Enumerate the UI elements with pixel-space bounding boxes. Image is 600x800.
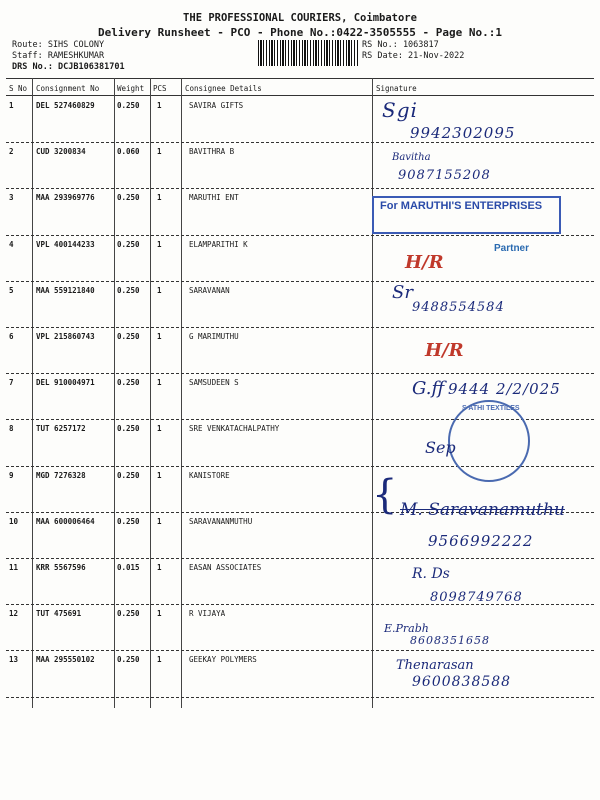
row-consignment: MAA 559121840	[36, 285, 95, 295]
row-weight: 0.250	[117, 193, 140, 203]
row-separator	[6, 697, 594, 698]
row-weight: 0.250	[117, 609, 140, 619]
row-pcs: 1	[157, 193, 162, 203]
row-weight: 0.250	[117, 239, 140, 249]
signature-7: 9444 2/2/025	[448, 380, 561, 398]
rs-date: RS Date: 21-Nov-2022	[362, 51, 465, 61]
row-weight: 0.250	[117, 332, 140, 341]
row-consignee: BAVITHRA B	[189, 147, 235, 157]
col-header-weight: Weight	[117, 84, 145, 93]
signature-12: 8608351658	[410, 634, 490, 647]
row-consignee: SARAVANAN	[189, 285, 230, 295]
col-divider	[32, 78, 33, 708]
row-separator	[6, 558, 594, 559]
row-sno: 7	[9, 378, 14, 388]
signature-10: 9566992222	[428, 532, 534, 550]
row-weight: 0.015	[117, 563, 140, 572]
row-consignment: TUT 475691	[36, 609, 82, 619]
table-top-rule	[6, 78, 594, 79]
row-sno: 10	[9, 516, 19, 526]
row-pcs: 1	[157, 285, 162, 295]
row-consignee: ELAMPARITHI K	[189, 239, 248, 249]
barcode	[258, 40, 358, 66]
row-separator	[6, 327, 594, 328]
col-divider	[181, 78, 182, 708]
col-header-pcs: PCS	[153, 84, 167, 93]
round-stamp	[448, 400, 530, 482]
drs-number: DRS No.: DCJB106381701	[12, 62, 125, 72]
signature-scribble: Sgi	[382, 98, 418, 122]
row-weight: 0.250	[117, 285, 140, 295]
row-weight: 0.060	[117, 147, 140, 157]
signature-scribble: Sr	[392, 282, 413, 303]
row-consignment: MAA 600006464	[36, 516, 95, 526]
signature-scribble: G.ff	[412, 378, 445, 399]
signature-13: 9600838588	[412, 674, 512, 690]
route-label: Route: SIHS COLONY	[12, 40, 105, 50]
row-consignment: DEL 527460829	[36, 101, 95, 110]
row-consignment: TUT 6257172	[36, 424, 86, 434]
row-sno: 3	[9, 193, 14, 203]
signature-11: 8098749768	[430, 590, 523, 605]
row-weight: 0.250	[117, 655, 140, 665]
signature-1: 9942302095	[410, 124, 516, 142]
row-pcs: 1	[157, 563, 162, 572]
signature-scribble: R. Ds	[412, 566, 450, 582]
row-separator	[6, 235, 594, 236]
row-weight: 0.250	[117, 101, 140, 110]
rs-number: RS No.: 1063817	[362, 40, 439, 50]
row-consignee: MARUTHI ENT	[189, 193, 239, 203]
row-consignment: MAA 293969776	[36, 193, 95, 203]
row-sno: 8	[9, 424, 14, 434]
row-pcs: 1	[157, 239, 162, 249]
signature-scribble: E.Prabh	[384, 622, 429, 635]
row-weight: 0.250	[117, 470, 140, 480]
row-consignment: VPL 215860743	[36, 332, 95, 341]
row-consignee: R VIJAYA	[189, 609, 226, 619]
row-pcs: 1	[157, 101, 162, 110]
row-sno: 4	[9, 239, 14, 249]
col-header-consignee: Consignee Details	[185, 84, 262, 93]
row-weight: 0.250	[117, 424, 140, 434]
row-pcs: 1	[157, 378, 162, 388]
row-sno: 6	[9, 332, 14, 341]
row-consignee: G MARIMUTHU	[189, 332, 239, 341]
row-sno: 11	[9, 563, 19, 572]
hr-mark: H/R	[425, 340, 464, 361]
row-separator	[6, 188, 594, 189]
header-bottom-rule	[6, 95, 594, 96]
row-pcs: 1	[157, 147, 162, 157]
row-separator	[6, 142, 594, 143]
row-sno: 12	[9, 609, 19, 619]
row-sno: 5	[9, 285, 14, 295]
row-separator	[6, 650, 594, 651]
round-stamp-text: S ATHI TEXTILES	[462, 405, 520, 412]
row-sno: 9	[9, 470, 14, 480]
row-weight: 0.250	[117, 378, 140, 388]
company-stamp: For MARUTHI'S ENTERPRISES	[380, 200, 543, 212]
col-header-signature: Signature	[376, 84, 417, 93]
hr-mark: H/R	[405, 252, 444, 273]
signature-scribble: Bavitha	[392, 152, 431, 163]
row-consignee: GEEKAY POLYMERS	[189, 655, 257, 665]
row-weight: 0.250	[117, 516, 140, 526]
row-pcs: 1	[157, 470, 162, 480]
col-divider	[372, 78, 373, 708]
row-consignee: EASAN ASSOCIATES	[189, 563, 262, 572]
row-consignment: KRR 5567596	[36, 563, 86, 572]
row-separator	[6, 373, 594, 374]
col-divider	[150, 78, 151, 708]
row-pcs: 1	[157, 655, 162, 665]
row-consignment: MAA 295550102	[36, 655, 95, 665]
row-consignment: DEL 910004971	[36, 378, 95, 388]
row-consignee: KANISTORE	[189, 470, 230, 480]
signature-scribble: Thenarasan	[396, 658, 474, 673]
partner-stamp: Partner	[494, 243, 530, 254]
row-consignee: SAVIRA GIFTS	[189, 101, 244, 110]
signature-scribble: {	[372, 472, 398, 518]
row-pcs: 1	[157, 516, 162, 526]
runsheet-subtitle: Delivery Runsheet - PCO - Phone No.:0422-3505555 - Page No.:1	[98, 26, 502, 39]
row-sno: 13	[9, 655, 19, 665]
row-pcs: 1	[157, 424, 162, 434]
signature-5: 9488554584	[412, 300, 505, 315]
row-consignee: SRE VENKATACHALPATHY	[189, 424, 280, 434]
staff-label: Staff: RAMESHKUMAR	[12, 51, 105, 61]
signature-scribble: M. Saravanamuthu	[400, 500, 565, 520]
row-pcs: 1	[157, 609, 162, 619]
signature-2: 9087155208	[398, 168, 491, 183]
company-title: THE PROFESSIONAL COURIERS, Coimbatore	[183, 12, 417, 24]
col-header-consignment: Consignment No	[36, 84, 100, 93]
col-divider	[114, 78, 115, 708]
row-consignee: SAMSUDEEN S	[189, 378, 239, 388]
row-separator	[6, 281, 594, 282]
signature-scribble: Sep	[425, 438, 456, 457]
row-consignment: MGD 7276328	[36, 470, 86, 480]
row-sno: 2	[9, 147, 14, 157]
row-sno: 1	[9, 101, 14, 110]
row-consignment: CUD 3200834	[36, 147, 86, 157]
row-consignment: VPL 400144233	[36, 239, 95, 249]
row-pcs: 1	[157, 332, 162, 341]
row-consignee: SARAVANANMUTHU	[189, 516, 253, 526]
col-header-sno: S No	[9, 84, 28, 93]
